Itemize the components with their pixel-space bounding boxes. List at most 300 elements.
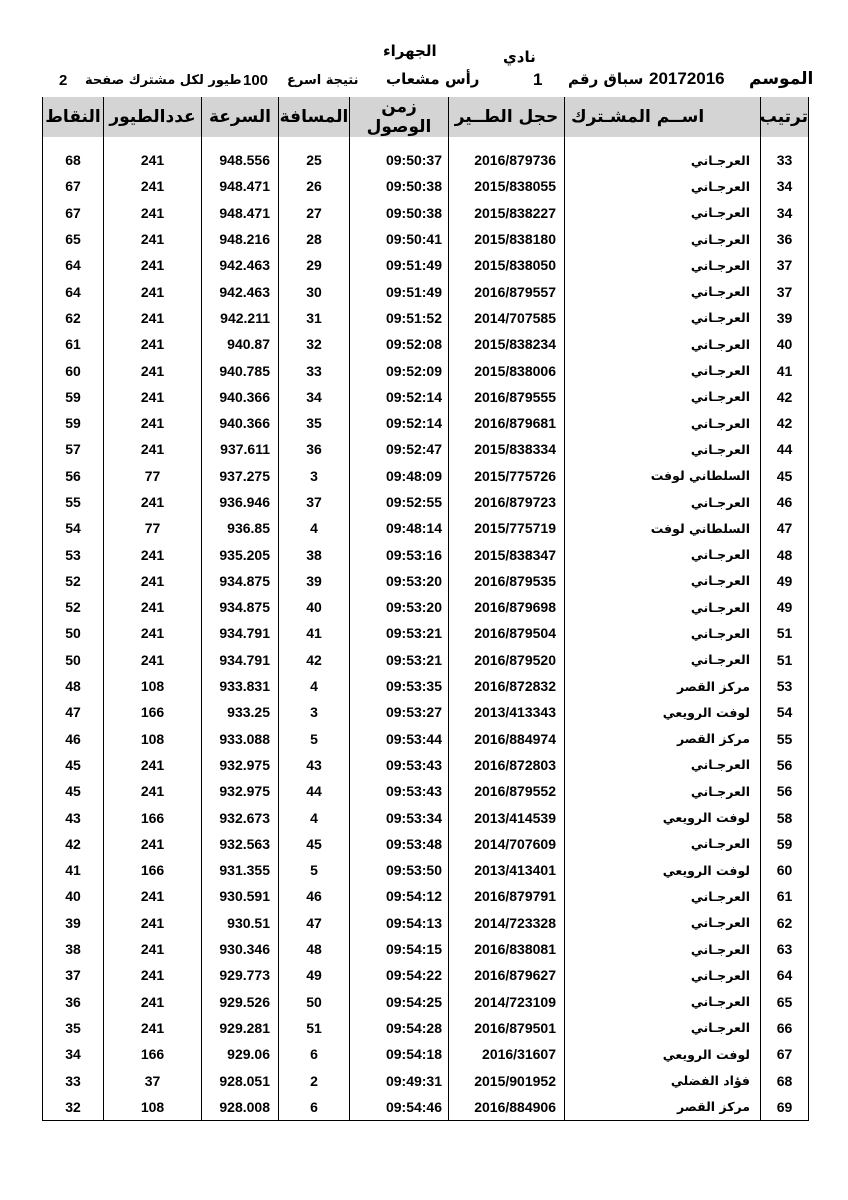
- col-header-distance: المسافة: [279, 97, 350, 137]
- page-number: 2: [59, 72, 68, 89]
- cell-rank: 65: [761, 989, 809, 1015]
- cell-distance: 29: [279, 252, 350, 278]
- cell-time: 09:51:49: [350, 252, 449, 278]
- cell-name: العرجـاني: [565, 752, 761, 778]
- cell-birds: 108: [104, 673, 202, 699]
- cell-birds: 241: [104, 384, 202, 410]
- cell-distance: 50: [279, 989, 350, 1015]
- result-count: 100: [243, 72, 269, 89]
- cell-time: 09:48:14: [350, 515, 449, 541]
- cell-time: 09:52:47: [350, 436, 449, 462]
- cell-distance: 3: [279, 463, 350, 489]
- cell-name: السلطاني لوفت: [565, 463, 761, 489]
- table-row: [43, 568, 809, 594]
- cell-birds: 241: [104, 594, 202, 620]
- cell-name: لوفت الرويعي: [565, 857, 761, 883]
- cell-points: 45: [43, 778, 104, 804]
- cell-rank: 51: [761, 620, 809, 646]
- cell-points: 59: [43, 384, 104, 410]
- cell-birds: 241: [104, 883, 202, 909]
- cell-distance: 47: [279, 910, 350, 936]
- cell-name: العرجـاني: [565, 489, 761, 515]
- cell-distance: 48: [279, 936, 350, 962]
- cell-rank: 42: [761, 384, 809, 410]
- cell-ring: 2016/879552: [449, 778, 565, 804]
- cell-name: مركز القصر: [565, 726, 761, 752]
- cell-distance: 41: [279, 620, 350, 646]
- cell-distance: 51: [279, 1015, 350, 1041]
- cell-speed: 930.51: [202, 910, 279, 936]
- cell-rank: 61: [761, 883, 809, 909]
- cell-rank: 46: [761, 489, 809, 515]
- table-row: [43, 1067, 809, 1093]
- cell-birds: 166: [104, 857, 202, 883]
- cell-points: 40: [43, 883, 104, 909]
- cell-name: العرجـاني: [565, 989, 761, 1015]
- cell-name: العرجـاني: [565, 410, 761, 436]
- cell-time: 09:52:14: [350, 384, 449, 410]
- cell-speed: 932.563: [202, 831, 279, 857]
- cell-distance: 6: [279, 1041, 350, 1067]
- cell-birds: 241: [104, 200, 202, 226]
- cell-time: 09:52:14: [350, 410, 449, 436]
- cell-name: السلطاني لوفت: [565, 515, 761, 541]
- col-header-time: زمن الوصول: [350, 97, 449, 137]
- cell-time: 09:50:38: [350, 173, 449, 199]
- cell-distance: 32: [279, 331, 350, 357]
- cell-points: 52: [43, 568, 104, 594]
- cell-speed: 934.791: [202, 647, 279, 673]
- cell-points: 47: [43, 699, 104, 725]
- cell-rank: 48: [761, 541, 809, 567]
- cell-name: العرجـاني: [565, 541, 761, 567]
- cell-distance: 31: [279, 305, 350, 331]
- cell-speed: 928.008: [202, 1094, 279, 1121]
- cell-name: العرجـاني: [565, 647, 761, 673]
- cell-rank: 68: [761, 1067, 809, 1093]
- cell-speed: 942.463: [202, 278, 279, 304]
- cell-ring: 2015/838227: [449, 200, 565, 226]
- cell-rank: 45: [761, 463, 809, 489]
- cell-ring: 2016/872803: [449, 752, 565, 778]
- cell-birds: 241: [104, 1015, 202, 1041]
- table-row: [43, 989, 809, 1015]
- table-row: [43, 594, 809, 620]
- cell-distance: 46: [279, 883, 350, 909]
- cell-speed: 929.06: [202, 1041, 279, 1067]
- cell-distance: 44: [279, 778, 350, 804]
- cell-speed: 948.471: [202, 173, 279, 199]
- cell-speed: 932.975: [202, 778, 279, 804]
- table-row: [43, 962, 809, 988]
- cell-distance: 28: [279, 226, 350, 252]
- cell-rank: 40: [761, 331, 809, 357]
- cell-speed: 936.85: [202, 515, 279, 541]
- cell-speed: 934.875: [202, 568, 279, 594]
- cell-points: 38: [43, 936, 104, 962]
- cell-time: 09:53:21: [350, 620, 449, 646]
- table-row: [43, 726, 809, 752]
- table-row: [43, 305, 809, 331]
- table-row: [43, 331, 809, 357]
- table-row: [43, 699, 809, 725]
- cell-ring: 2015/901952: [449, 1067, 565, 1093]
- cell-speed: 931.355: [202, 857, 279, 883]
- cell-distance: 33: [279, 357, 350, 383]
- cell-points: 34: [43, 1041, 104, 1067]
- cell-name: العرجـاني: [565, 173, 761, 199]
- cell-speed: 948.556: [202, 147, 279, 173]
- cell-ring: 2015/838050: [449, 252, 565, 278]
- cell-ring: 2016/879681: [449, 410, 565, 436]
- cell-distance: 5: [279, 857, 350, 883]
- cell-speed: 936.946: [202, 489, 279, 515]
- cell-birds: 241: [104, 647, 202, 673]
- cell-points: 41: [43, 857, 104, 883]
- table-row: [43, 200, 809, 226]
- cell-speed: 940.87: [202, 331, 279, 357]
- cell-name: مركز القصر: [565, 1094, 761, 1121]
- cell-name: العرجـاني: [565, 831, 761, 857]
- cell-time: 09:53:50: [350, 857, 449, 883]
- cell-ring: 2016/31607: [449, 1041, 565, 1067]
- cell-distance: 4: [279, 804, 350, 830]
- table-row: [43, 463, 809, 489]
- cell-name: العرجـاني: [565, 357, 761, 383]
- cell-name: العرجـاني: [565, 436, 761, 462]
- cell-birds: 241: [104, 541, 202, 567]
- race-label: سباق رقم: [568, 70, 644, 88]
- col-header-birds: عددالطيور: [104, 97, 202, 137]
- cell-ring: 2016/872832: [449, 673, 565, 699]
- cell-points: 53: [43, 541, 104, 567]
- cell-ring: 2015/838006: [449, 357, 565, 383]
- cell-speed: 930.591: [202, 883, 279, 909]
- cell-time: 09:53:43: [350, 778, 449, 804]
- cell-ring: 2014/723328: [449, 910, 565, 936]
- cell-points: 33: [43, 1067, 104, 1093]
- cell-name: العرجـاني: [565, 568, 761, 594]
- cell-time: 09:48:09: [350, 463, 449, 489]
- cell-time: 09:50:41: [350, 226, 449, 252]
- cell-name: العرجـاني: [565, 936, 761, 962]
- cell-birds: 77: [104, 463, 202, 489]
- table-row: [43, 1094, 809, 1121]
- cell-birds: 241: [104, 173, 202, 199]
- cell-distance: 30: [279, 278, 350, 304]
- cell-speed: 940.366: [202, 410, 279, 436]
- cell-distance: 5: [279, 726, 350, 752]
- cell-ring: 2015/838234: [449, 331, 565, 357]
- club-label: نادي: [503, 48, 536, 66]
- cell-speed: 948.216: [202, 226, 279, 252]
- cell-speed: 929.526: [202, 989, 279, 1015]
- cell-time: 09:53:21: [350, 647, 449, 673]
- table-row: [43, 436, 809, 462]
- cell-name: العرجـاني: [565, 226, 761, 252]
- results-table: [42, 97, 809, 1121]
- cell-rank: 51: [761, 647, 809, 673]
- cell-birds: 241: [104, 752, 202, 778]
- cell-points: 45: [43, 752, 104, 778]
- cell-rank: 59: [761, 831, 809, 857]
- cell-points: 37: [43, 962, 104, 988]
- cell-name: العرجـاني: [565, 778, 761, 804]
- cell-rank: 58: [761, 804, 809, 830]
- cell-speed: 940.785: [202, 357, 279, 383]
- cell-speed: 928.051: [202, 1067, 279, 1093]
- cell-distance: 45: [279, 831, 350, 857]
- cell-ring: 2015/775726: [449, 463, 565, 489]
- cell-time: 09:53:35: [350, 673, 449, 699]
- table-row: [43, 278, 809, 304]
- col-header-ring: حجل الطــير: [449, 97, 565, 137]
- cell-points: 55: [43, 489, 104, 515]
- cell-rank: 54: [761, 699, 809, 725]
- cell-ring: 2016/879723: [449, 489, 565, 515]
- cell-birds: 241: [104, 962, 202, 988]
- table-spacer-row: [43, 137, 809, 147]
- cell-birds: 241: [104, 436, 202, 462]
- cell-name: لوفت الرويعي: [565, 699, 761, 725]
- cell-ring: 2014/707585: [449, 305, 565, 331]
- cell-birds: 241: [104, 305, 202, 331]
- cell-speed: 942.463: [202, 252, 279, 278]
- table-row: [43, 147, 809, 173]
- cell-rank: 49: [761, 568, 809, 594]
- cell-name: فؤاد الفضلي: [565, 1067, 761, 1093]
- cell-name: العرجـاني: [565, 305, 761, 331]
- cell-time: 09:53:16: [350, 541, 449, 567]
- cell-time: 09:53:48: [350, 831, 449, 857]
- cell-ring: 2016/879557: [449, 278, 565, 304]
- cell-time: 09:53:43: [350, 752, 449, 778]
- cell-rank: 69: [761, 1094, 809, 1121]
- cell-distance: 36: [279, 436, 350, 462]
- table-row: [43, 910, 809, 936]
- cell-rank: 37: [761, 252, 809, 278]
- table-row: [43, 647, 809, 673]
- cell-points: 35: [43, 1015, 104, 1041]
- race-number: 1: [533, 70, 543, 89]
- cell-name: العرجـاني: [565, 252, 761, 278]
- cell-distance: 37: [279, 489, 350, 515]
- cell-distance: 39: [279, 568, 350, 594]
- cell-name: العرجـاني: [565, 594, 761, 620]
- cell-speed: 934.791: [202, 620, 279, 646]
- cell-birds: 241: [104, 620, 202, 646]
- cell-ring: 2013/414539: [449, 804, 565, 830]
- col-header-rank: ترتيب: [761, 97, 809, 137]
- cell-birds: 241: [104, 936, 202, 962]
- cell-rank: 56: [761, 778, 809, 804]
- cell-speed: 933.831: [202, 673, 279, 699]
- cell-time: 09:51:49: [350, 278, 449, 304]
- cell-ring: 2016/879698: [449, 594, 565, 620]
- cell-ring: 2016/879791: [449, 883, 565, 909]
- cell-name: العرجـاني: [565, 278, 761, 304]
- cell-rank: 49: [761, 594, 809, 620]
- cell-ring: 2016/884906: [449, 1094, 565, 1121]
- table-row: [43, 936, 809, 962]
- cell-ring: 2015/838347: [449, 541, 565, 567]
- cell-time: 09:53:20: [350, 568, 449, 594]
- cell-birds: 166: [104, 804, 202, 830]
- cell-rank: 34: [761, 200, 809, 226]
- cell-birds: 241: [104, 357, 202, 383]
- cell-ring: 2015/838055: [449, 173, 565, 199]
- table-row: [43, 252, 809, 278]
- table-row: [43, 541, 809, 567]
- cell-birds: 241: [104, 252, 202, 278]
- cell-ring: 2015/838180: [449, 226, 565, 252]
- cell-time: 09:52:09: [350, 357, 449, 383]
- cell-points: 64: [43, 278, 104, 304]
- cell-rank: 64: [761, 962, 809, 988]
- cell-speed: 933.25: [202, 699, 279, 725]
- cell-time: 09:53:20: [350, 594, 449, 620]
- table-row: [43, 1041, 809, 1067]
- cell-name: مركز القصر: [565, 673, 761, 699]
- cell-points: 68: [43, 147, 104, 173]
- cell-speed: 932.975: [202, 752, 279, 778]
- cell-birds: 241: [104, 489, 202, 515]
- cell-rank: 55: [761, 726, 809, 752]
- cell-points: 59: [43, 410, 104, 436]
- col-header-points: النقاط: [43, 97, 104, 137]
- cell-birds: 241: [104, 910, 202, 936]
- table-row: [43, 515, 809, 541]
- cell-name: العرجـاني: [565, 147, 761, 173]
- cell-ring: 2015/775719: [449, 515, 565, 541]
- cell-ring: 2016/879627: [449, 962, 565, 988]
- cell-time: 09:54:46: [350, 1094, 449, 1121]
- cell-birds: 241: [104, 831, 202, 857]
- cell-points: 50: [43, 620, 104, 646]
- col-header-name: اســم المشـترك: [565, 97, 761, 137]
- cell-points: 43: [43, 804, 104, 830]
- table-row: [43, 1015, 809, 1041]
- cell-time: 09:54:13: [350, 910, 449, 936]
- cell-time: 09:52:55: [350, 489, 449, 515]
- cell-points: 54: [43, 515, 104, 541]
- cell-speed: 933.088: [202, 726, 279, 752]
- cell-points: 64: [43, 252, 104, 278]
- cell-ring: 2016/838081: [449, 936, 565, 962]
- table-row: [43, 384, 809, 410]
- cell-distance: 49: [279, 962, 350, 988]
- cell-speed: 932.673: [202, 804, 279, 830]
- cell-time: 09:53:34: [350, 804, 449, 830]
- cell-distance: 35: [279, 410, 350, 436]
- cell-birds: 241: [104, 147, 202, 173]
- cell-birds: 241: [104, 568, 202, 594]
- cell-ring: 2015/838334: [449, 436, 565, 462]
- cell-birds: 241: [104, 778, 202, 804]
- cell-distance: 4: [279, 515, 350, 541]
- table-header-row: [43, 97, 809, 137]
- cell-ring: 2013/413401: [449, 857, 565, 883]
- cell-points: 65: [43, 226, 104, 252]
- cell-rank: 37: [761, 278, 809, 304]
- cell-birds: 77: [104, 515, 202, 541]
- season-value: 20172016: [649, 69, 725, 88]
- cell-points: 46: [43, 726, 104, 752]
- cell-time: 09:53:44: [350, 726, 449, 752]
- table-row: [43, 410, 809, 436]
- cell-speed: 942.211: [202, 305, 279, 331]
- cell-birds: 166: [104, 699, 202, 725]
- cell-points: 36: [43, 989, 104, 1015]
- cell-distance: 25: [279, 147, 350, 173]
- cell-speed: 930.346: [202, 936, 279, 962]
- cell-points: 50: [43, 647, 104, 673]
- table-row: [43, 804, 809, 830]
- cell-distance: 40: [279, 594, 350, 620]
- cell-points: 56: [43, 463, 104, 489]
- cell-speed: 948.471: [202, 200, 279, 226]
- cell-name: العرجـاني: [565, 910, 761, 936]
- cell-birds: 108: [104, 1094, 202, 1121]
- cell-distance: 6: [279, 1094, 350, 1121]
- cell-points: 32: [43, 1094, 104, 1121]
- cell-rank: 34: [761, 173, 809, 199]
- cell-points: 57: [43, 436, 104, 462]
- cell-time: 09:52:08: [350, 331, 449, 357]
- cell-distance: 43: [279, 752, 350, 778]
- cell-rank: 44: [761, 436, 809, 462]
- cell-name: لوفت الرويعي: [565, 1041, 761, 1067]
- table-row: [43, 778, 809, 804]
- cell-points: 52: [43, 594, 104, 620]
- cell-time: 09:54:15: [350, 936, 449, 962]
- cell-rank: 33: [761, 147, 809, 173]
- cell-name: العرجـاني: [565, 200, 761, 226]
- cell-ring: 2016/879535: [449, 568, 565, 594]
- results-table-container: [42, 97, 808, 1133]
- cell-rank: 47: [761, 515, 809, 541]
- table-row: [43, 620, 809, 646]
- cell-distance: 3: [279, 699, 350, 725]
- cell-distance: 42: [279, 647, 350, 673]
- cell-points: 60: [43, 357, 104, 383]
- race-location: رأس مشعاب: [386, 70, 480, 88]
- cell-speed: 940.366: [202, 384, 279, 410]
- cell-name: لوفت الرويعي: [565, 804, 761, 830]
- cell-rank: 62: [761, 910, 809, 936]
- cell-name: العرجـاني: [565, 384, 761, 410]
- cell-points: 48: [43, 673, 104, 699]
- cell-ring: 2016/879504: [449, 620, 565, 646]
- cell-distance: 4: [279, 673, 350, 699]
- cell-rank: 41: [761, 357, 809, 383]
- cell-ring: 2014/707609: [449, 831, 565, 857]
- cell-time: 09:51:52: [350, 305, 449, 331]
- cell-rank: 56: [761, 752, 809, 778]
- cell-distance: 27: [279, 200, 350, 226]
- cell-rank: 53: [761, 673, 809, 699]
- table-row: [43, 357, 809, 383]
- cell-speed: 934.875: [202, 594, 279, 620]
- cell-points: 39: [43, 910, 104, 936]
- cell-name: العرجـاني: [565, 620, 761, 646]
- table-row: [43, 673, 809, 699]
- cell-birds: 241: [104, 226, 202, 252]
- cell-time: 09:54:12: [350, 883, 449, 909]
- table-row: [43, 857, 809, 883]
- table-row: [43, 173, 809, 199]
- cell-birds: 241: [104, 989, 202, 1015]
